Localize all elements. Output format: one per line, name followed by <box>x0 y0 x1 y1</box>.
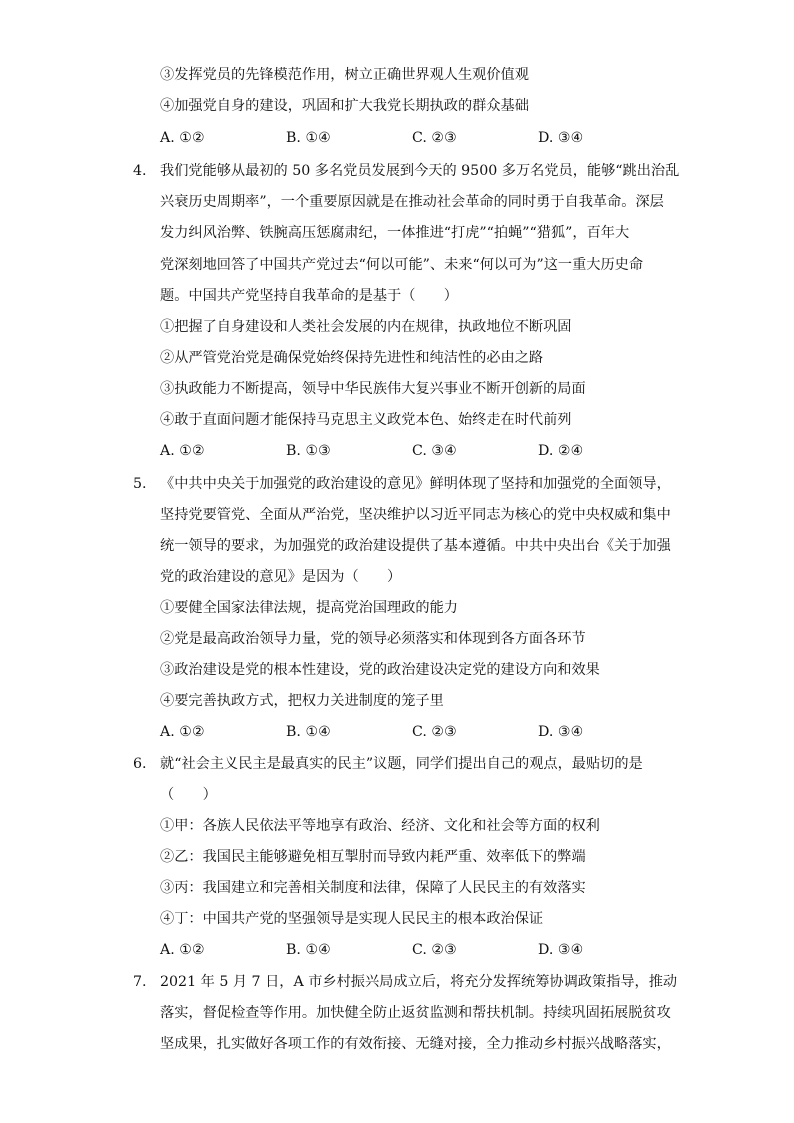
q3-option-a[interactable]: A. ①② <box>160 130 205 146</box>
q5-stem-line: 《中共中央关于加强党的政治建设的意见》鲜明体现了坚持和加强党的全面领导， <box>160 476 671 492</box>
q6-item-4: ④丁：中国共产党的坚强领导是实现人民民主的根本政治保证 <box>160 911 544 927</box>
q4-stem-line: 兴衰历史周期率”，一个重要原因就是在推动社会革命的同时勇于自我革命。深层 <box>160 194 664 210</box>
q5-options <box>160 722 680 742</box>
q5-item-2: ②党是最高政治领导力量，党的领导必须落实和体现到各方面各环节 <box>160 631 586 647</box>
q6-option-b[interactable]: B. ①④ <box>286 942 331 958</box>
q3-option-d[interactable]: D. ③④ <box>538 130 584 146</box>
q4-options <box>160 441 680 461</box>
q6-item-1: ①甲：各族人民依法平等地享有政治、经济、文化和社会等方面的权利 <box>160 818 600 834</box>
q4-stem-line: 我们党能够从最初的 50 多名党员发展到今天的 9500 多万名党员，能够“跳出治乱 <box>160 163 680 179</box>
q7-stem-line: 落实，督促检查等作用。加快健全防止返贫监测和帮扶机制。持续巩固拓展脱贫攻 <box>160 1005 671 1021</box>
q4-stem-line: 发力纠风治弊、铁腕高压惩腐肃纪，一体推进“打虎”“拍蝇”“猎狐”，百年大 <box>160 225 630 241</box>
q7-number: 7. <box>133 974 147 990</box>
q5-stem-line: 党的政治建设的意见》是因为（ ） <box>160 569 402 585</box>
q4-item-4: ④敢于直面问题才能保持马克思主义政党本色、始终走在时代前列 <box>160 412 572 428</box>
q4-option-b[interactable]: B. ①③ <box>286 443 331 459</box>
q5-item-1: ①要健全国家法律法规，提高党治国理政的能力 <box>160 600 458 616</box>
q6-option-c[interactable]: C. ②③ <box>412 942 457 958</box>
q7-stem-line: 2021 年 5 月 7 日，A 市乡村振兴局成立后，将充分发挥统筹协调政策指导，推动 <box>160 974 678 990</box>
q6-options <box>160 940 680 960</box>
q6-stem-line: 就“社会主义民主是最真实的民主”议题，同学们提出自己的观点，最贴切的是 <box>160 756 643 772</box>
q5-option-c[interactable]: C. ②③ <box>412 724 457 740</box>
q5-stem-line: 统一领导的要求，为加强党的政治建设提供了基本遵循。中共中央出台《关于加强 <box>160 538 671 554</box>
q6-option-d[interactable]: D. ③④ <box>538 942 584 958</box>
q4-stem-line: 题。中国共产党坚持自我革命的是基于（ ） <box>160 288 458 304</box>
q6-option-a[interactable]: A. ①② <box>160 942 205 958</box>
q6-number: 6. <box>133 756 147 772</box>
q4-option-a[interactable]: A. ①② <box>160 443 205 459</box>
q4-number: 4. <box>133 163 147 179</box>
q3-option-c[interactable]: C. ②③ <box>412 130 457 146</box>
q6-stem-line: （ ） <box>160 787 217 803</box>
q4-item-3: ③执政能力不断提高，领导中华民族伟大复兴事业不断开创新的局面 <box>160 381 586 397</box>
q4-option-d[interactable]: D. ②④ <box>538 443 584 459</box>
q5-stem-line: 坚持党要管党、全面从严治党，坚决维护以习近平同志为核心的党中央权威和集中 <box>160 507 671 523</box>
q5-option-b[interactable]: B. ①④ <box>286 724 331 740</box>
q5-item-3: ③政治建设是党的根本性建设，党的政治建设决定党的建设方向和效果 <box>160 662 600 678</box>
q6-item-2: ②乙：我国民主能够避免相互掣肘而导致内耗严重、效率低下的弊端 <box>160 849 586 865</box>
q3-option-b[interactable]: B. ①④ <box>286 130 331 146</box>
q5-option-d[interactable]: D. ③④ <box>538 724 584 740</box>
q3-options <box>160 128 680 148</box>
q4-stem-line: 党深刻地回答了中国共产党过去“何以可能”、未来“何以可为”这一重大历史命 <box>160 257 644 273</box>
q5-number: 5. <box>133 476 147 492</box>
q3-item-4: ④加强党自身的建设，巩固和扩大我党长期执政的群众基础 <box>160 98 529 114</box>
q4-item-1: ①把握了自身建设和人类社会发展的内在规律，执政地位不断巩固 <box>160 319 572 335</box>
q5-option-a[interactable]: A. ①② <box>160 724 205 740</box>
q6-item-3: ③丙：我国建立和完善相关制度和法律，保障了人民民主的有效落实 <box>160 880 586 896</box>
q5-item-4: ④要完善执政方式，把权力关进制度的笼子里 <box>160 693 444 709</box>
q4-option-c[interactable]: C. ③④ <box>412 443 457 459</box>
q4-item-2: ②从严管党治党是确保党始终保持先进性和纯洁性的必由之路 <box>160 350 544 366</box>
q7-stem-line: 坚成果，扎实做好各项工作的有效衔接、无缝对接，全力推动乡村振兴战略落实， <box>160 1036 671 1052</box>
q3-item-3: ③发挥党员的先锋模范作用，树立正确世界观人生观价值观 <box>160 67 529 83</box>
